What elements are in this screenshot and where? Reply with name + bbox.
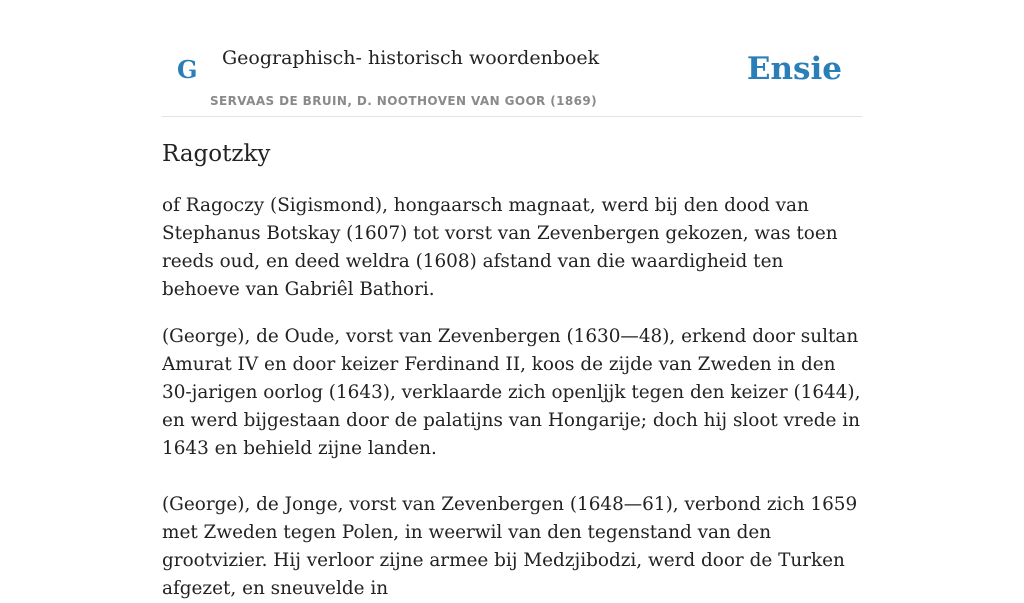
entry-paragraph-3: (George), de Jonge, vorst van Zevenbergen (1648—61), verbond zich 1659 met Zweden tegen Polen, in weerwil van den tegenstand van den grootvizier. Hij verloor zijne armee bij Medzjibodzi, werd door de Turken afgezet, en sneuvelde in (162, 494, 858, 599)
book-author-meta: SERVAAS DE BRUIN, D. NOOTHOVEN VAN GOOR (1869) (210, 94, 598, 108)
letter-logo[interactable]: G (177, 55, 198, 84)
page-header (162, 0, 862, 117)
entry-content (162, 138, 862, 603)
entry-title: Ragotzky (162, 141, 271, 167)
book-title[interactable]: Geographisch- historisch woordenboek (222, 47, 600, 69)
ensie-logo-link[interactable]: Ensie (746, 51, 842, 87)
entry-paragraph-2: (George), de Oude, vorst van Zevenbergen (1630—48), erkend door sultan Amurat IV en door keizer Ferdinand II, koos de zijde van Zweden in den 30-jarigen oorlog (1643), verklaarde zich openljjk tegen den keizer (1644), en werd bijgestaan door de palatijns van Hongarije; doch hij sloot vrede in 1643 en behield zijne landen. (162, 326, 861, 459)
entry-paragraph-1: of Ragoczy (Sigismond), hongaarsch magnaat, werd bij den dood van Stephanus Botskay (1607) tot vorst van Zevenbergen gekozen, was toen reeds oud, en deed weldra (1608) afstand van die waardigheid ten behoeve van Gabriêl Bathori. (162, 195, 838, 300)
